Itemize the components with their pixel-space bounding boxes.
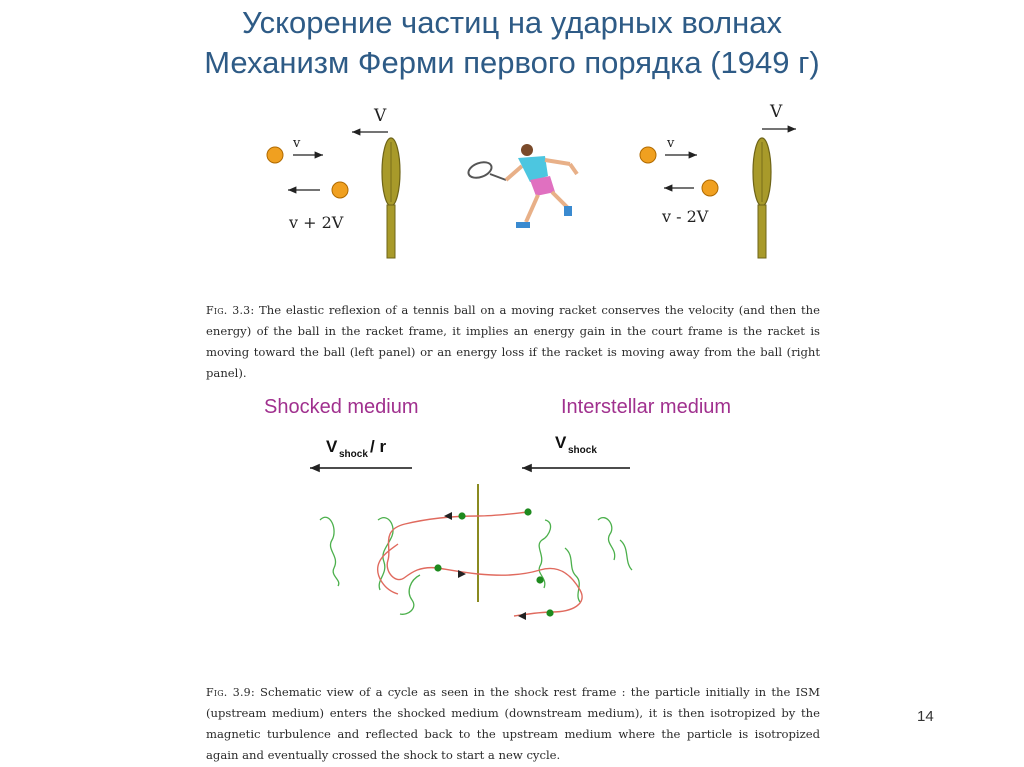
slide-title-line-2: Механизм Ферми первого порядка (1949 г) (204, 45, 820, 80)
tennis-player-icon (466, 144, 577, 228)
figure-caption-3-3 (206, 300, 820, 384)
caption-tag: Fig. 3.3 (206, 304, 251, 317)
particle-dot (434, 564, 441, 571)
ball-outgoing-right (702, 180, 718, 196)
racket-right (753, 138, 771, 258)
particle-trajectory (378, 512, 582, 616)
caption-text: : The elastic reflexion of a tennis ball on a moving racket conserves the velocity (and then the energy) of the ball in the racket frame, it implies an energy gain in the court frame is the racket is moving toward the ball (left panel) or an energy loss if the racket is moving away from the ball (right panel). (206, 303, 820, 380)
particle-dot (536, 576, 543, 583)
shocked-medium-label: Shocked medium (264, 396, 419, 418)
label-v-plus-2v: v + 2V (289, 213, 344, 232)
interstellar-medium-label: Interstellar medium (561, 396, 732, 418)
figure-caption-3-9 (206, 682, 820, 766)
trajectory-markers (434, 508, 553, 620)
ball-incoming-right (640, 147, 656, 163)
vshock-r-sub: shock (339, 449, 368, 460)
caption-text: : Schematic view of a cycle as seen in the shock rest frame : the particle initially in the ISM (upstream medium) enters the shocked medium (downstream medium), it is then isotropized by the magnetic turbulence and reflected back to the upstream medium where the particle is isotropized again and eventually crossed the shock to start a new cycle. (206, 685, 820, 762)
label-v-incoming-right: v (667, 136, 675, 151)
particle-dot (458, 512, 465, 519)
ball-incoming-left (267, 147, 283, 163)
trajectory-arrowhead (458, 570, 466, 578)
vshock-main: V (555, 433, 567, 452)
velocity-shocked (310, 437, 412, 468)
trajectory-arrowhead (444, 512, 452, 520)
tennis-left-panel (267, 106, 400, 258)
vshock-r-main: V (326, 437, 338, 456)
particle-dot (524, 508, 531, 515)
label-racket-v-right: V (770, 102, 783, 122)
ball-outgoing-left (332, 182, 348, 198)
label-racket-v-left: V (374, 106, 387, 126)
label-v-minus-2v: v - 2V (662, 207, 709, 226)
page-number: 14 (917, 708, 934, 725)
tennis-right-panel (640, 102, 796, 258)
magnetic-turbulence (320, 517, 632, 614)
particle-dot (546, 609, 553, 616)
velocity-interstellar (522, 433, 630, 468)
slide-title-line-1: Ускорение частиц на ударных волнах (242, 5, 782, 40)
vshock-sub: shock (568, 445, 597, 456)
trajectory-arrowhead (518, 612, 526, 620)
racket-left (382, 138, 400, 258)
label-v-incoming-left: v (293, 136, 301, 151)
vshock-r-suffix: / r (370, 437, 387, 456)
caption-tag: Fig. 3.9 (206, 686, 251, 699)
